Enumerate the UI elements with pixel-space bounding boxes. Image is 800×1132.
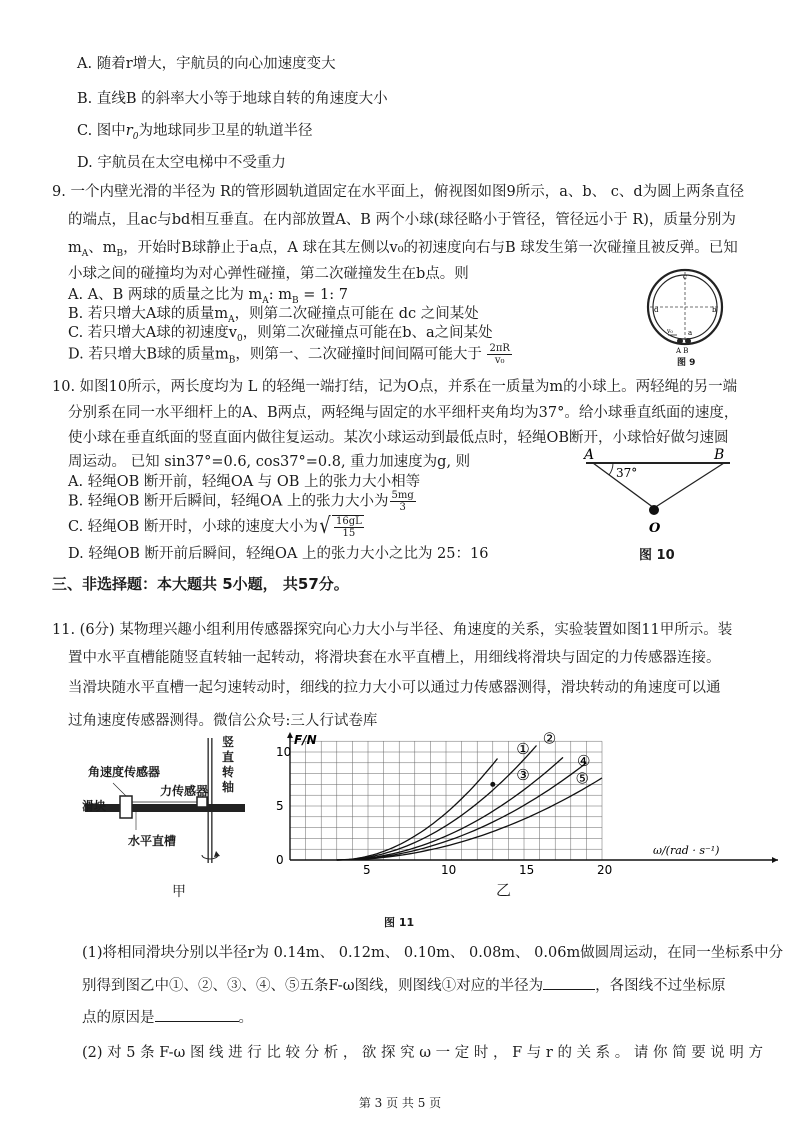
q8-option-a: A. 随着r增大，宇航员的向心加速度变大 [77, 56, 336, 72]
jia-caption: 甲 [172, 884, 186, 900]
q9-option-b: B. 若只增大A球的质量$m_A$，则第二次碰撞点可能在 dc 之间某处 [68, 306, 479, 325]
fig9-label-c: c [683, 273, 687, 281]
q9-option-a: A. A、B 两球的质量之比为 $m_A$: $m_B = 1$: 7 [68, 287, 348, 306]
q11-line-1: 11. (6分) 某物理兴趣小组利用传感器探究向心力大小与半径、角速度的关系，实验装置如图11甲所示。装 [52, 622, 733, 638]
fig9-label-v0: v₀ [667, 328, 673, 335]
q8-option-b: B. 直线B 的斜率大小等于地球自转的角速度大小 [77, 91, 388, 107]
q8-option-c-pre: C. 图中 [77, 123, 126, 139]
fig10-label-o: O [649, 521, 661, 536]
q10-frac-b: $\frac{5mg}{3}$ [391, 490, 414, 513]
y-tick-label: 0 [276, 853, 284, 867]
q9-line-1: 9. 一个内壁光滑的半径为 R的管形圆轨道固定在水平面上，俯视图如图9所示，a、b、 c、d为圆上两条直径 [52, 184, 745, 200]
q11-line-4: 过角速度传感器测得。微信公众号:三人行试卷库 [68, 713, 378, 729]
jia-label-axis: 竖直转轴 [222, 735, 235, 794]
fig10-label-a: A [584, 447, 595, 463]
answer-blank-radius[interactable] [543, 975, 595, 990]
marked-data-point [490, 782, 495, 787]
section-3-title: 三、非选择题：本大题共 5小题， 共57分。 [52, 575, 349, 593]
fig10-caption: 图 10 [639, 548, 675, 563]
q9-line-4: 小球之间的碰撞均为对心弹性碰撞，第二次碰撞发生在b点。则 [68, 266, 469, 282]
page-footer: 第 3 页 共 5 页 [358, 1096, 442, 1110]
curve-label-5: ⑤ [575, 769, 589, 788]
q10-option-d: D. 轻绳OB 断开前后瞬间，轻绳OA 上的张力大小之比为 25：16 [68, 546, 489, 562]
q10-option-c: C. 轻绳OB 断开时，小球的速度大小为√ $\frac{16gL}{15}$ [68, 514, 362, 539]
fig10-label-angle: 37° [616, 466, 638, 480]
jia-horizontal-groove [85, 804, 245, 812]
x-axis-arrow-icon [772, 857, 778, 863]
jia-label-groove: 水平直槽 [128, 834, 177, 848]
curve-label-4: ④ [577, 752, 591, 771]
curve-label-3: ③ [516, 766, 530, 785]
fig9-caption: 图 9 [677, 358, 696, 368]
q10-line-1: 10. 如图10所示，两长度均为 L 的轻绳一端打结，记为O点，并系在一质量为m的小球上。两轻绳的另一端 [52, 379, 738, 395]
q10-option-b: B. 轻绳OB 断开后瞬间，轻绳OA 上的张力大小为 $\frac{5mg}{3}$ [68, 490, 414, 513]
fig10-angle-arc [609, 463, 613, 475]
figure-9 [640, 262, 730, 362]
jia-label-force: 力传感器 [160, 784, 209, 798]
q11-line-3: 当滑块随水平直槽一起匀速转动时，细线的拉力大小可以通过力传感器测得，滑块转动的角速度可以通 [68, 680, 721, 696]
q8-option-d: D. 宇航员在太空电梯中不受重力 [77, 155, 286, 171]
curve-label-1: ① [516, 740, 530, 759]
fig10-label-b: B [714, 447, 725, 463]
x-tick-label: 15 [519, 863, 535, 877]
fig9-label-d: d [654, 306, 659, 314]
q9-line-3: $m_A$、$m_B$，开始时B球静止于a点，A 球在其左侧以v₀的初速度向右与B 球发生第一次碰撞且被反弹。已知 [68, 240, 738, 259]
chart-ylabel: F/N [294, 733, 317, 747]
figure-10 [578, 446, 738, 536]
q10-line-2: 分别系在同一水平细杆上的A、B两点，两轻绳与固定的水平细杆夹角均为37°。给小球垂直纸面的速度， [68, 405, 739, 421]
yi-caption: 乙 [496, 881, 512, 899]
fig9-ball-b [685, 338, 691, 344]
fig10-rope-ob [654, 463, 724, 508]
fig9-label-a: a [688, 329, 693, 337]
q8-r0: $r_0$ [125, 123, 139, 142]
q10-line-4: 周运动。 已知 sin37°=0.6, cos37°=0.8, 重力加速度为g, 则 [68, 454, 471, 470]
x-tick-label: 5 [363, 863, 371, 877]
jia-slider [120, 796, 132, 818]
curve-label-2: ② [542, 732, 557, 748]
q11-p1-line-3: 点的原因是 。 [82, 1007, 253, 1028]
jia-label-angvel: 角速度传感器 [88, 765, 161, 779]
q9-option-d: D. 若只增大B球的质量$m_B$，则第一、二次碰撞时间间隔可能大于 $\frac{2\pi R}{\text{v₀}}$ [68, 343, 510, 366]
fig11-caption: 图 11 [384, 916, 415, 929]
q8-option-c [77, 121, 312, 147]
fig9-label-b: b [712, 306, 717, 314]
chart-tick-labels [276, 745, 612, 877]
q9-line-2: 的端点，且ac与bd相互垂直。在内部放置A、B 两个小球(球径略小于管径，管径远小于 R)，质量分别为 [68, 212, 736, 228]
chart-xlabel: ω/(rad · s⁻¹) [653, 844, 720, 857]
fig10-ball [649, 505, 659, 515]
q11-p1-line-2: 别得到图乙中①、②、③、④、⑤五条F-ω图线，则图线①对应的半径为 ，各图线不过坐标原 [82, 975, 726, 996]
answer-blank-reason[interactable] [155, 1007, 239, 1022]
q8-option-c-post: 为地球同步卫星的轨道半径 [138, 123, 313, 139]
chart-curves [337, 732, 602, 860]
chart-grid [290, 741, 602, 860]
y-tick-label: 10 [276, 745, 292, 759]
jia-label-slider: 滑块 [82, 799, 107, 813]
x-tick-label: 20 [597, 863, 613, 877]
sqrt-icon: √ [319, 514, 331, 539]
q11-p2: (2) 对 5 条 F-ω 图 线 进 行 比 较 分 析 ， 欲 探 究 ω 一 定 时 ， F 与 r 的 关 系 。 请 你 简 要 说 明 方 [82, 1045, 764, 1061]
q11-p1-line-1: (1)将相同滑块分别以半径r为 0.14m、 0.12m、 0.10m、 0.08m、 0.06m做圆周运动，在同一坐标系中分 [82, 945, 784, 961]
fig9-label-ab: A B [676, 347, 689, 355]
x-tick-label: 10 [441, 863, 457, 877]
figure-11-yi-chart [270, 732, 790, 882]
y-axis-arrow-icon [287, 732, 293, 738]
q11-line-2: 置中水平直槽能随竖直转轴一起转动，将滑块套在水平直槽上，用细线将滑块与固定的力传感器连接。 [68, 650, 721, 666]
fig9-ball-a [677, 338, 683, 344]
y-tick-label: 5 [276, 799, 284, 813]
q10-option-a: A. 轻绳OB 断开前，轻绳OA 与 OB 上的张力大小相等 [68, 474, 421, 490]
q9-option-c: C. 若只增大A球的初速度$v_0$，则第二次碰撞点可能在b、a之间某处 [68, 325, 493, 344]
q10-line-3: 使小球在垂直纸面的竖直面内做往复运动。某次小球运动到最低点时，轻绳OB断开，小球恰好做匀速圆 [68, 430, 729, 446]
q9-fraction: $\frac{2\pi R}{\text{v₀}}$ [489, 343, 510, 366]
